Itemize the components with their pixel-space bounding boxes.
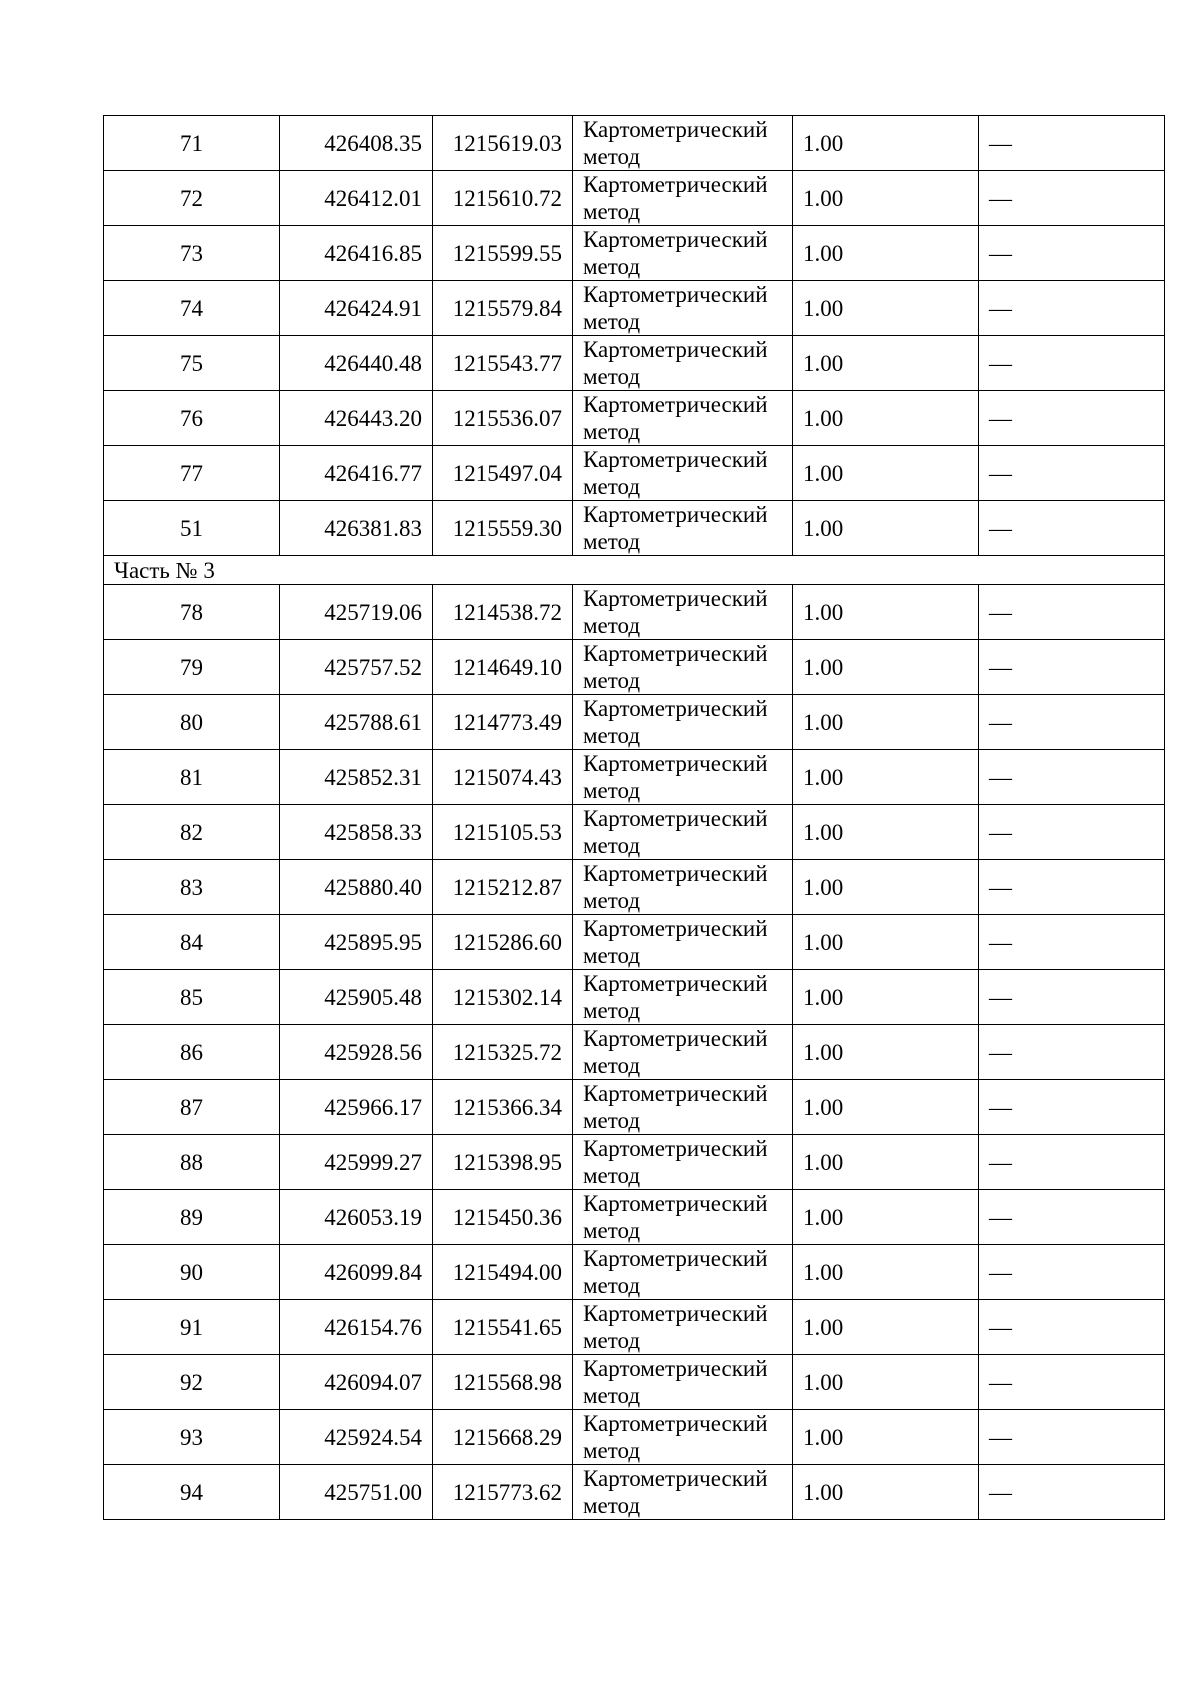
coordinate-y-cell: 1215610.72 <box>433 171 573 226</box>
coordinate-y-cell: 1215599.55 <box>433 226 573 281</box>
coordinate-y-cell: 1215105.53 <box>433 805 573 860</box>
method-text-line: метод <box>583 1273 641 1298</box>
point-number-cell: 72 <box>104 171 280 226</box>
point-number-cell: 87 <box>104 1080 280 1135</box>
table-row <box>104 116 1165 171</box>
method-text-line: Картометрический <box>583 1026 768 1051</box>
description-cell: — <box>979 970 1165 1025</box>
method-text-line: метод <box>583 1328 641 1353</box>
table-row <box>104 171 1165 226</box>
method-cell <box>573 695 793 750</box>
method-text-line: метод <box>583 1383 641 1408</box>
method-text-line: Картометрический <box>583 337 768 362</box>
method-cell <box>573 1190 793 1245</box>
accuracy-cell: 1.00 <box>793 585 979 640</box>
accuracy-cell: 1.00 <box>793 1245 979 1300</box>
coordinates-table <box>103 115 1165 1520</box>
point-number-cell: 73 <box>104 226 280 281</box>
method-cell <box>573 1245 793 1300</box>
accuracy-cell: 1.00 <box>793 1410 979 1465</box>
coordinate-x-cell: 425757.52 <box>280 640 433 695</box>
coordinate-y-cell: 1214538.72 <box>433 585 573 640</box>
method-text-line: метод <box>583 723 641 748</box>
method-cell <box>573 750 793 805</box>
method-text-line: метод <box>583 1493 641 1518</box>
method-text-line: Картометрический <box>583 227 768 252</box>
point-number-cell: 82 <box>104 805 280 860</box>
coordinate-y-cell: 1215302.14 <box>433 970 573 1025</box>
coordinate-y-cell: 1215398.95 <box>433 1135 573 1190</box>
description-cell: — <box>979 585 1165 640</box>
coordinate-y-cell: 1215579.84 <box>433 281 573 336</box>
coordinate-y-cell: 1215494.00 <box>433 1245 573 1300</box>
coordinate-x-cell: 425924.54 <box>280 1410 433 1465</box>
point-number-cell: 93 <box>104 1410 280 1465</box>
point-number-cell: 92 <box>104 1355 280 1410</box>
accuracy-cell: 1.00 <box>793 336 979 391</box>
point-number-cell: 80 <box>104 695 280 750</box>
method-cell <box>573 501 793 556</box>
coordinate-x-cell: 425966.17 <box>280 1080 433 1135</box>
coordinate-x-cell: 425852.31 <box>280 750 433 805</box>
method-text-line: метод <box>583 419 641 444</box>
table-row <box>104 501 1165 556</box>
accuracy-cell: 1.00 <box>793 805 979 860</box>
method-text-line: метод <box>583 199 641 224</box>
point-number-cell: 85 <box>104 970 280 1025</box>
coordinate-y-cell: 1215559.30 <box>433 501 573 556</box>
method-text-line: метод <box>583 833 641 858</box>
table-row <box>104 1355 1165 1410</box>
point-number-cell: 51 <box>104 501 280 556</box>
method-cell <box>573 1465 793 1520</box>
accuracy-cell: 1.00 <box>793 970 979 1025</box>
table-row <box>104 336 1165 391</box>
table-row <box>104 1025 1165 1080</box>
table-row <box>104 1465 1165 1520</box>
description-cell: — <box>979 915 1165 970</box>
table-row <box>104 1245 1165 1300</box>
method-cell <box>573 281 793 336</box>
description-cell: — <box>979 1300 1165 1355</box>
method-cell <box>573 1300 793 1355</box>
accuracy-cell: 1.00 <box>793 750 979 805</box>
method-cell <box>573 336 793 391</box>
description-cell: — <box>979 1025 1165 1080</box>
accuracy-cell: 1.00 <box>793 695 979 750</box>
coordinate-x-cell: 426094.07 <box>280 1355 433 1410</box>
method-text-line: Картометрический <box>583 1466 768 1491</box>
method-text-line: метод <box>583 998 641 1023</box>
description-cell: — <box>979 1190 1165 1245</box>
method-text-line: Картометрический <box>583 1081 768 1106</box>
method-text-line: метод <box>583 943 641 968</box>
method-text-line: Картометрический <box>583 696 768 721</box>
coordinate-y-cell: 1215619.03 <box>433 116 573 171</box>
description-cell: — <box>979 1135 1165 1190</box>
method-cell <box>573 226 793 281</box>
coordinate-x-cell: 425719.06 <box>280 585 433 640</box>
table-row <box>104 915 1165 970</box>
method-text-line: метод <box>583 144 641 169</box>
table-row <box>104 1300 1165 1355</box>
accuracy-cell: 1.00 <box>793 915 979 970</box>
table-row <box>104 695 1165 750</box>
method-text-line: метод <box>583 364 641 389</box>
table-row <box>104 750 1165 805</box>
method-text-line: метод <box>583 309 641 334</box>
coordinate-x-cell: 425788.61 <box>280 695 433 750</box>
description-cell: — <box>979 695 1165 750</box>
method-text-line: метод <box>583 668 641 693</box>
method-text-line: метод <box>583 1218 641 1243</box>
coordinate-x-cell: 426412.01 <box>280 171 433 226</box>
coordinate-x-cell: 426416.85 <box>280 226 433 281</box>
method-cell <box>573 1135 793 1190</box>
method-cell <box>573 1355 793 1410</box>
description-cell: — <box>979 1355 1165 1410</box>
method-text-line: Картометрический <box>583 861 768 886</box>
table-row <box>104 1410 1165 1465</box>
method-text-line: метод <box>583 1108 641 1133</box>
accuracy-cell: 1.00 <box>793 1465 979 1520</box>
description-cell: — <box>979 750 1165 805</box>
coordinates-table-body <box>104 116 1165 1520</box>
table-row <box>104 226 1165 281</box>
point-number-cell: 94 <box>104 1465 280 1520</box>
method-text-line: метод <box>583 474 641 499</box>
description-cell: — <box>979 805 1165 860</box>
coordinate-x-cell: 425928.56 <box>280 1025 433 1080</box>
method-text-line: Картометрический <box>583 1301 768 1326</box>
description-cell: — <box>979 640 1165 695</box>
accuracy-cell: 1.00 <box>793 860 979 915</box>
coordinate-y-cell: 1215325.72 <box>433 1025 573 1080</box>
accuracy-cell: 1.00 <box>793 1355 979 1410</box>
method-cell <box>573 1080 793 1135</box>
method-cell <box>573 860 793 915</box>
coordinate-y-cell: 1215773.62 <box>433 1465 573 1520</box>
method-cell <box>573 391 793 446</box>
description-cell: — <box>979 391 1165 446</box>
coordinate-x-cell: 425751.00 <box>280 1465 433 1520</box>
coordinate-x-cell: 426408.35 <box>280 116 433 171</box>
method-text-line: метод <box>583 613 641 638</box>
document-page <box>103 115 1164 1520</box>
coordinate-y-cell: 1215668.29 <box>433 1410 573 1465</box>
description-cell: — <box>979 446 1165 501</box>
point-number-cell: 79 <box>104 640 280 695</box>
method-text-line: Картометрический <box>583 971 768 996</box>
method-text-line: Картометрический <box>583 502 768 527</box>
method-text-line: Картометрический <box>583 916 768 941</box>
method-text-line: метод <box>583 254 641 279</box>
description-cell: — <box>979 336 1165 391</box>
method-text-line: метод <box>583 888 641 913</box>
method-cell <box>573 116 793 171</box>
accuracy-cell: 1.00 <box>793 226 979 281</box>
point-number-cell: 74 <box>104 281 280 336</box>
method-text-line: метод <box>583 1438 641 1463</box>
coordinate-y-cell: 1215536.07 <box>433 391 573 446</box>
coordinate-x-cell: 426416.77 <box>280 446 433 501</box>
coordinate-x-cell: 426099.84 <box>280 1245 433 1300</box>
coordinate-x-cell: 426154.76 <box>280 1300 433 1355</box>
section-header-row <box>104 556 1165 585</box>
accuracy-cell: 1.00 <box>793 1135 979 1190</box>
section-title: Часть № 3 <box>104 556 1165 585</box>
table-row <box>104 585 1165 640</box>
point-number-cell: 89 <box>104 1190 280 1245</box>
coordinate-x-cell: 426053.19 <box>280 1190 433 1245</box>
method-text-line: метод <box>583 778 641 803</box>
method-cell <box>573 585 793 640</box>
table-row <box>104 446 1165 501</box>
method-text-line: метод <box>583 1163 641 1188</box>
method-text-line: Картометрический <box>583 806 768 831</box>
method-text-line: Картометрический <box>583 172 768 197</box>
method-text-line: Картометрический <box>583 447 768 472</box>
coordinate-x-cell: 425905.48 <box>280 970 433 1025</box>
point-number-cell: 76 <box>104 391 280 446</box>
accuracy-cell: 1.00 <box>793 1080 979 1135</box>
method-cell <box>573 640 793 695</box>
description-cell: — <box>979 1245 1165 1300</box>
accuracy-cell: 1.00 <box>793 116 979 171</box>
point-number-cell: 86 <box>104 1025 280 1080</box>
coordinate-y-cell: 1215568.98 <box>433 1355 573 1410</box>
table-row <box>104 970 1165 1025</box>
coordinate-x-cell: 426381.83 <box>280 501 433 556</box>
method-text-line: Картометрический <box>583 751 768 776</box>
point-number-cell: 88 <box>104 1135 280 1190</box>
accuracy-cell: 1.00 <box>793 171 979 226</box>
method-cell <box>573 171 793 226</box>
description-cell: — <box>979 226 1165 281</box>
table-row <box>104 640 1165 695</box>
point-number-cell: 83 <box>104 860 280 915</box>
table-row <box>104 1080 1165 1135</box>
coordinate-x-cell: 425999.27 <box>280 1135 433 1190</box>
coordinate-y-cell: 1215543.77 <box>433 336 573 391</box>
method-cell <box>573 446 793 501</box>
method-text-line: Картометрический <box>583 117 768 142</box>
table-row <box>104 391 1165 446</box>
coordinate-x-cell: 426424.91 <box>280 281 433 336</box>
coordinate-x-cell: 426440.48 <box>280 336 433 391</box>
coordinate-x-cell: 426443.20 <box>280 391 433 446</box>
method-text-line: Картометрический <box>583 1356 768 1381</box>
method-text-line: Картометрический <box>583 586 768 611</box>
method-text-line: метод <box>583 529 641 554</box>
coordinate-y-cell: 1215366.34 <box>433 1080 573 1135</box>
coordinate-y-cell: 1215212.87 <box>433 860 573 915</box>
method-text-line: Картометрический <box>583 1191 768 1216</box>
method-text-line: метод <box>583 1053 641 1078</box>
coordinate-y-cell: 1214649.10 <box>433 640 573 695</box>
description-cell: — <box>979 1410 1165 1465</box>
table-row <box>104 805 1165 860</box>
point-number-cell: 78 <box>104 585 280 640</box>
method-text-line: Картометрический <box>583 392 768 417</box>
point-number-cell: 71 <box>104 116 280 171</box>
method-text-line: Картометрический <box>583 1411 768 1436</box>
method-text-line: Картометрический <box>583 1246 768 1271</box>
accuracy-cell: 1.00 <box>793 501 979 556</box>
description-cell: — <box>979 860 1165 915</box>
method-cell <box>573 970 793 1025</box>
point-number-cell: 75 <box>104 336 280 391</box>
accuracy-cell: 1.00 <box>793 281 979 336</box>
point-number-cell: 84 <box>104 915 280 970</box>
coordinate-x-cell: 425880.40 <box>280 860 433 915</box>
description-cell: — <box>979 116 1165 171</box>
description-cell: — <box>979 171 1165 226</box>
coordinate-y-cell: 1215541.65 <box>433 1300 573 1355</box>
method-cell <box>573 1410 793 1465</box>
coordinate-y-cell: 1215450.36 <box>433 1190 573 1245</box>
accuracy-cell: 1.00 <box>793 446 979 501</box>
method-text-line: Картометрический <box>583 282 768 307</box>
method-text-line: Картометрический <box>583 1136 768 1161</box>
accuracy-cell: 1.00 <box>793 1300 979 1355</box>
description-cell: — <box>979 501 1165 556</box>
coordinate-y-cell: 1215286.60 <box>433 915 573 970</box>
description-cell: — <box>979 1080 1165 1135</box>
point-number-cell: 81 <box>104 750 280 805</box>
method-text-line: Картометрический <box>583 641 768 666</box>
coordinate-y-cell: 1215074.43 <box>433 750 573 805</box>
accuracy-cell: 1.00 <box>793 391 979 446</box>
coordinate-x-cell: 425895.95 <box>280 915 433 970</box>
accuracy-cell: 1.00 <box>793 1025 979 1080</box>
point-number-cell: 77 <box>104 446 280 501</box>
coordinate-x-cell: 425858.33 <box>280 805 433 860</box>
description-cell: — <box>979 281 1165 336</box>
coordinate-y-cell: 1215497.04 <box>433 446 573 501</box>
table-row <box>104 1190 1165 1245</box>
point-number-cell: 91 <box>104 1300 280 1355</box>
coordinate-y-cell: 1214773.49 <box>433 695 573 750</box>
description-cell: — <box>979 1465 1165 1520</box>
method-cell <box>573 805 793 860</box>
table-row <box>104 281 1165 336</box>
table-row <box>104 1135 1165 1190</box>
point-number-cell: 90 <box>104 1245 280 1300</box>
method-cell <box>573 1025 793 1080</box>
table-row <box>104 860 1165 915</box>
method-cell <box>573 915 793 970</box>
accuracy-cell: 1.00 <box>793 1190 979 1245</box>
accuracy-cell: 1.00 <box>793 640 979 695</box>
